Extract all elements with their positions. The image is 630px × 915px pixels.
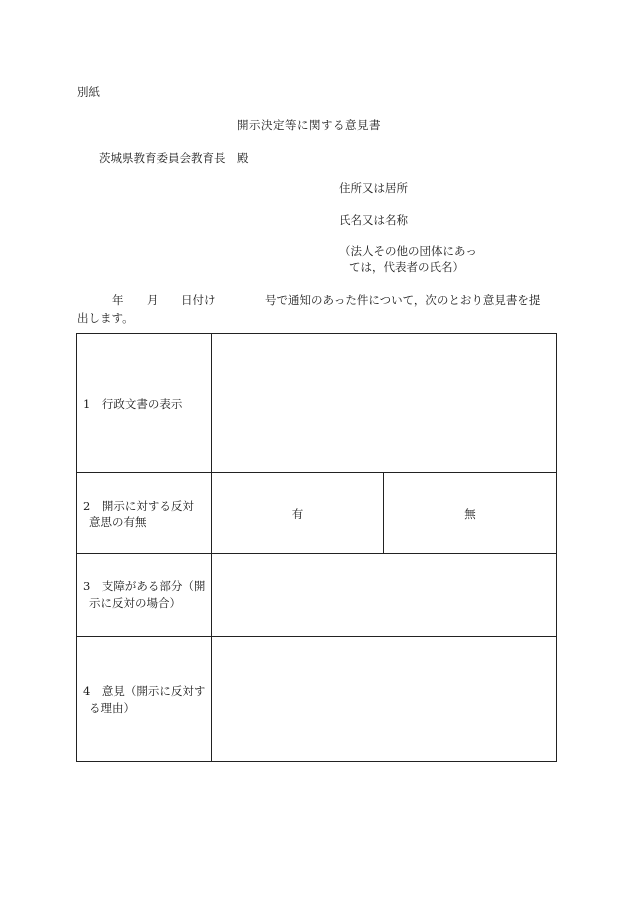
representative-note-line1: （法人その他の団体にあっ	[339, 244, 477, 258]
opinion-form-table	[76, 333, 557, 762]
addressee: 茨城県教育委員会教育長 殿	[99, 151, 249, 165]
intro-year: 年	[112, 293, 124, 307]
attachment-label: 別紙	[77, 85, 100, 99]
row1-label: 1 行政文書の表示	[83, 397, 183, 411]
objection-no-option[interactable]: 無	[464, 507, 476, 521]
address-label: 住所又は居所	[339, 181, 408, 195]
page-title: 開示決定等に関する意見書	[237, 118, 381, 132]
intro-body: 号で通知のあった件について，次のとおり意見書を提	[265, 293, 541, 307]
intro-month: 月	[147, 293, 159, 307]
row2-label-line2: 意思の有無	[89, 515, 147, 529]
row2-label-line1: 2 開示に対する反対	[83, 499, 194, 513]
intro-body-line2: 出します。	[77, 311, 134, 325]
objection-yes-option[interactable]: 有	[291, 507, 304, 521]
intro-date-suffix: 日付け	[181, 293, 216, 307]
row4-label-line2: る理由）	[89, 701, 135, 715]
representative-note-line2: ては，代表者の氏名）	[349, 260, 464, 274]
row3-label-line2: 示に反対の場合）	[89, 596, 181, 610]
document-display-field[interactable]	[212, 334, 556, 472]
row-divider	[77, 472, 556, 473]
opinion-field[interactable]	[212, 637, 556, 761]
row4-label-line1: 4 意見（開示に反対す	[83, 684, 206, 698]
row3-label-line1: 3 支障がある部分（開	[83, 579, 206, 593]
name-label: 氏名又は名称	[339, 213, 408, 227]
affected-part-field[interactable]	[212, 554, 556, 636]
